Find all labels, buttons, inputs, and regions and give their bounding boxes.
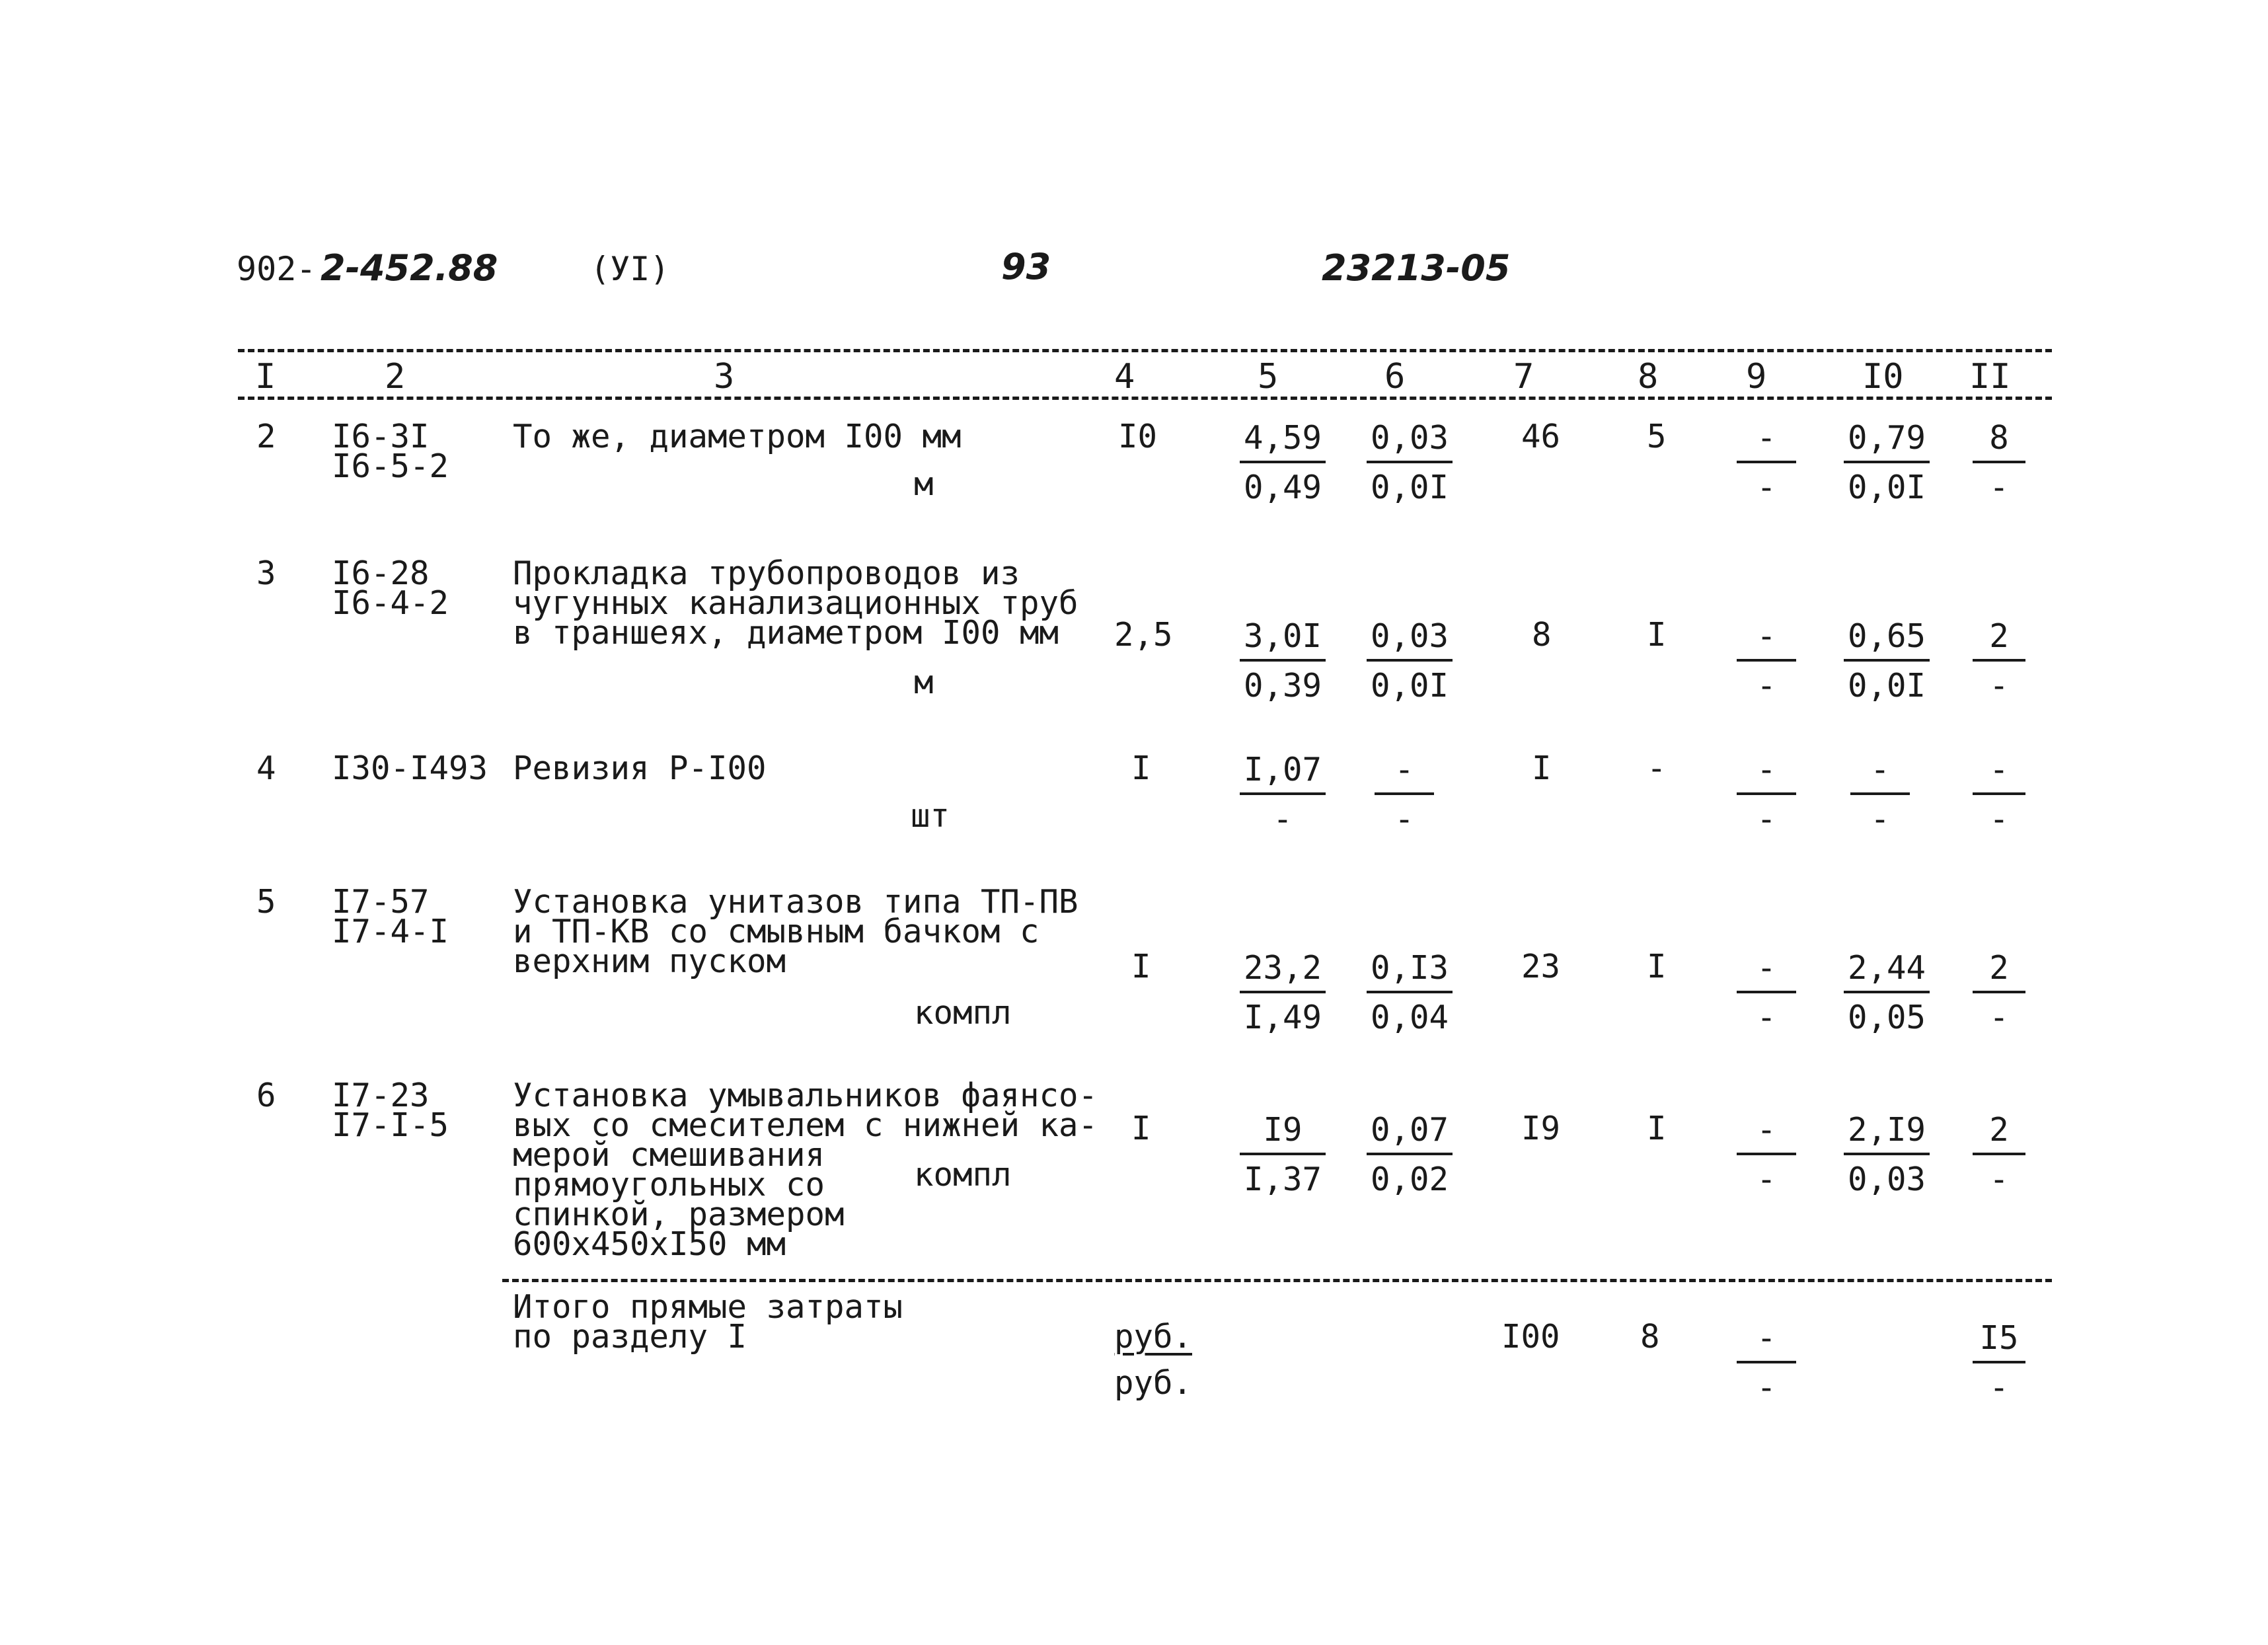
cost-col5: $\frac{4,59}{0,49}$ bbox=[1240, 422, 1326, 504]
totals-rule bbox=[502, 1279, 2052, 1282]
price-code: I7-23 bbox=[332, 1077, 430, 1114]
price-code: I7-4-I bbox=[332, 913, 449, 950]
price-code: I30-I493 bbox=[332, 749, 488, 787]
work-description: и ТП-КВ со смывным бачком с bbox=[513, 913, 1040, 950]
header-bottom-rule bbox=[238, 397, 2052, 400]
cost-col9: - - bbox=[1737, 620, 1796, 702]
cost-col6: $\frac{0,03}{0,0I}$ bbox=[1367, 422, 1453, 504]
series-code-handwritten: 2-452.88 bbox=[321, 247, 498, 289]
cost-col9: - - bbox=[1737, 952, 1796, 1034]
cost-col6: $\frac{0,03}{0,0I}$ bbox=[1367, 620, 1453, 702]
cost-col6: $\frac{0,I3}{0,04}$ bbox=[1367, 952, 1453, 1034]
cost-col8: I bbox=[1647, 1110, 1667, 1147]
cost-col8: I bbox=[1647, 948, 1667, 985]
price-code: I6-28 bbox=[332, 555, 430, 592]
cost-col11: - - bbox=[1973, 753, 2025, 835]
cost-col10: $\frac{0,65}{0,0I}$ bbox=[1844, 620, 1930, 702]
work-description: Прокладка трубопроводов из bbox=[513, 555, 1020, 592]
cost-col9: - - bbox=[1737, 1114, 1796, 1196]
quantity: I bbox=[1131, 1110, 1151, 1147]
price-code: I6-3I bbox=[332, 418, 430, 455]
cost-col10: $\frac{2,44}{0,05}$ bbox=[1844, 952, 1930, 1034]
cost-col10: $\frac{2,I9}{0,03}$ bbox=[1844, 1114, 1930, 1196]
work-description: прямоугольных со bbox=[513, 1166, 825, 1204]
row-number: 4 bbox=[256, 749, 276, 787]
column-4-header: 4 bbox=[1114, 357, 1135, 397]
cost-col6: - - bbox=[1375, 753, 1434, 835]
column-11-header: II bbox=[1969, 357, 2011, 397]
album-number: 23213-05 bbox=[1322, 247, 1511, 289]
unit: компл bbox=[914, 1156, 1012, 1194]
cost-col9: - - bbox=[1737, 753, 1796, 835]
work-description: Установка унитазов типа ТП-ПВ bbox=[513, 883, 1078, 921]
work-description: верхним пуском bbox=[513, 942, 786, 980]
quantity: I0 bbox=[1118, 418, 1158, 455]
cost-col5: $\frac{I9}{I,37}$ bbox=[1240, 1114, 1326, 1196]
quantity: I bbox=[1131, 749, 1151, 787]
cost-col9: - - bbox=[1737, 422, 1796, 504]
work-description: в траншеях, диаметром I00 мм bbox=[513, 614, 1059, 652]
header-top-rule bbox=[238, 349, 2052, 352]
unit: шт bbox=[911, 797, 950, 835]
cost-col6: $\frac{0,07}{0,02}$ bbox=[1367, 1114, 1453, 1196]
quantity: 2,5 bbox=[1114, 616, 1173, 654]
column-3-header: 3 bbox=[714, 357, 735, 397]
totals-unit: руб. bbox=[1114, 1318, 1193, 1356]
cost-col5: $\frac{3,0I}{0,39}$ bbox=[1240, 620, 1326, 702]
totals-label: Итого прямые затраты bbox=[513, 1288, 903, 1326]
cost-col11: 2 - bbox=[1973, 952, 2025, 1034]
cost-col7: I bbox=[1532, 749, 1552, 787]
page-number: 93 bbox=[1001, 246, 1051, 287]
work-description: Установка умывальников фаянсо- bbox=[513, 1077, 1098, 1114]
work-description: чугунных канализационных труб bbox=[513, 584, 1078, 622]
column-7-header: 7 bbox=[1513, 357, 1534, 397]
cost-col11: 2 - bbox=[1973, 620, 2025, 702]
totals-label: по разделу I bbox=[513, 1318, 747, 1356]
price-code: I6-5-2 bbox=[332, 447, 449, 485]
cost-col7: I9 bbox=[1521, 1110, 1561, 1147]
row-number: 2 bbox=[256, 418, 276, 455]
row-number: 5 bbox=[256, 883, 276, 921]
cost-col10: $\frac{0,79}{0,0I}$ bbox=[1844, 422, 1930, 504]
cost-col5: $\frac{23,2}{I,49}$ bbox=[1240, 952, 1326, 1034]
price-code: I6-4-2 bbox=[332, 584, 449, 622]
cost-col8: I bbox=[1647, 616, 1667, 654]
price-code: I7-57 bbox=[332, 883, 430, 921]
cost-col7: 8 bbox=[1532, 616, 1552, 654]
work-description: Ревизия Р-I00 bbox=[513, 749, 767, 787]
row-number: 3 bbox=[256, 555, 276, 592]
price-code: I7-I-5 bbox=[332, 1106, 449, 1144]
column-6-header: 6 bbox=[1384, 357, 1406, 397]
cost-col10: - - bbox=[1850, 753, 1910, 835]
column-5-header: 5 bbox=[1258, 357, 1279, 397]
unit: м bbox=[914, 664, 934, 701]
totals-col11: I5 - bbox=[1973, 1322, 2025, 1404]
totals-col9: - - bbox=[1737, 1322, 1796, 1404]
series-code-prefix: 902- bbox=[237, 250, 317, 288]
section-number: (УI) bbox=[590, 250, 670, 288]
work-description: спинкой, размером bbox=[513, 1196, 845, 1233]
row-number: 6 bbox=[256, 1077, 276, 1114]
work-description: вых со смесителем с нижней ка- bbox=[513, 1106, 1098, 1144]
cost-col11: 2 - bbox=[1973, 1114, 2025, 1196]
column-1-header: I bbox=[255, 357, 276, 397]
work-description: 600х450хI50 мм bbox=[513, 1225, 786, 1263]
cost-col11: 8 - bbox=[1973, 422, 2025, 504]
cost-col8: - bbox=[1647, 749, 1667, 787]
cost-col7: 23 bbox=[1521, 948, 1561, 985]
cost-col7: 46 bbox=[1521, 418, 1561, 455]
cost-col5: I,07 - bbox=[1240, 753, 1326, 835]
work-description: мерой смешивания bbox=[513, 1136, 825, 1174]
unit: м bbox=[914, 465, 934, 503]
totals-col7: I00 bbox=[1501, 1318, 1560, 1356]
unit: компл bbox=[914, 994, 1012, 1032]
totals-col8: 8 bbox=[1640, 1318, 1660, 1356]
quantity: I bbox=[1131, 948, 1151, 985]
column-8-header: 8 bbox=[1638, 357, 1659, 397]
column-10-header: I0 bbox=[1862, 357, 1904, 397]
column-2-header: 2 bbox=[385, 357, 406, 397]
totals-unit: руб. bbox=[1114, 1364, 1193, 1402]
work-description: То же, диаметром I00 мм bbox=[513, 418, 962, 455]
cost-col8: 5 bbox=[1647, 418, 1667, 455]
column-9-header: 9 bbox=[1746, 357, 1767, 397]
